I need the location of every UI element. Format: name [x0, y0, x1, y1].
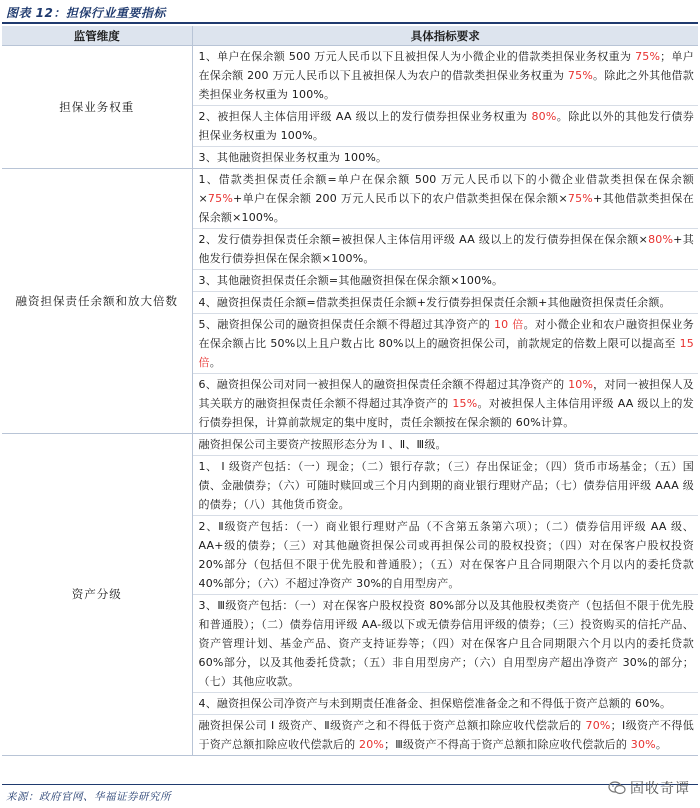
highlight-value: 75%	[567, 69, 593, 82]
requirement-text: 融资担保公司主要资产按照形态分为 Ⅰ 、Ⅱ、Ⅲ级。	[198, 438, 447, 451]
requirement-cell	[192, 434, 698, 456]
requirement-text: ；Ⅰ级资产不得低于资产总额扣除应收代偿款后的	[198, 719, 695, 751]
requirement-text: 。	[209, 356, 221, 369]
highlight-value: 20%	[359, 738, 385, 751]
highlight-value: 75%	[635, 50, 661, 63]
requirement-text: 。除此以外的其他发行债券担保业务权重为 100%。	[198, 110, 694, 142]
highlight-value: 75%	[567, 192, 593, 205]
requirement-text: ；单户在保余额 200 万元人民币以下且被担保人为农户的借款类担保业务权重为	[198, 50, 694, 82]
requirement-text: 2、被担保人主体信用评级 AA 级以上的发行债券担保业务权重为	[198, 110, 532, 123]
wechat-icon	[608, 781, 626, 795]
table-row	[2, 434, 698, 456]
highlight-value: 10 倍	[493, 318, 524, 331]
requirement-cell	[192, 715, 698, 756]
dimension-cell: 资产分级	[2, 434, 192, 756]
requirement-text: 6、融资担保公司对同一被担保人的融资担保责任余额不得超过其净资产的	[198, 378, 569, 391]
requirement-cell	[192, 374, 698, 434]
requirement-cell	[192, 229, 698, 270]
highlight-value: 80%	[648, 233, 674, 246]
requirement-text: 1、借款类担保责任余额=单户在保余额 500 万元人民币以下的小微企业借款类担保在保余额×	[198, 173, 694, 205]
source-note: 来源：政府官网、华福证券研究所	[6, 791, 171, 803]
watermark-text: 固收奇谭	[630, 781, 690, 797]
table-body	[2, 46, 698, 756]
requirement-cell	[192, 106, 698, 147]
header-dimension: 监管维度	[2, 26, 192, 46]
requirement-text: ，对同一被担保人及其关联方的融资担保责任余额不得超过其净资产的	[198, 378, 694, 410]
requirement-text: +其他发行债券担保在保余额×100%。	[198, 233, 694, 265]
dimension-cell: 融资担保责任余额和放大倍数	[2, 169, 192, 434]
requirement-text: 2、Ⅱ级资产包括：（一）商业银行理财产品（不含第五条第六项）；（二）债券信用评级 AA 级、AA+级的债券；（三）对其他融资担保公司或再担保公司的股权投资；（四）对在保客户股权投资 20%部分（包括但不限于优先股和普通股）；（五）对在保客户且合同期限六个月以内的委托贷款 40%部分；（六）不超过净资产 30%的自用型房产。	[198, 520, 694, 590]
dimension-cell: 担保业务权重	[2, 46, 192, 169]
requirement-text: 3、Ⅲ级资产包括：（一）对在保客户股权投资 80%部分以及其他股权类资产（包括但不限于优先股和普通股）；（二）债券信用评级 AA-级以下或无债券信用评级的债券；（三）投资购买的信托产品、资产管理计划、基金产品、资产支持证券等；（四）对在保客户且合同期限六个月以内的委托贷款 60%部分，以及其他委托贷款；（五）非自用型房产；（六）自用型房产超出净资产 30%的部分；（七）其他应收款。	[198, 599, 694, 688]
requirement-cell	[192, 456, 698, 516]
requirement-text: ；Ⅲ级资产不得高于资产总额扣除应收代偿款后的	[384, 738, 631, 751]
requirement-text: 5、融资担保公司的融资担保责任余额不得超过其净资产的	[198, 318, 494, 331]
requirement-cell	[192, 516, 698, 595]
requirement-text: 4、融资担保公司净资产与未到期责任准备金、担保赔偿准备金之和不得低于资产总额的 60%。	[198, 697, 672, 710]
requirement-text: 融资担保公司 Ⅰ 级资产、Ⅱ级资产之和不得低于资产总额扣除应收代偿款后的	[198, 719, 586, 732]
requirement-cell	[192, 147, 698, 169]
highlight-value: 15 倍	[198, 337, 694, 369]
requirement-cell	[192, 595, 698, 693]
table-header-row	[2, 26, 698, 46]
highlight-value: 15%	[452, 397, 478, 410]
footer-divider	[2, 784, 698, 785]
watermark	[608, 778, 690, 798]
requirement-text: 1、 Ⅰ 级资产包括：（一）现金；（二）银行存款；（三）存出保证金；（四）货币市场基金；（五）国债、金融债券；（六）可随时赎回或三个月内到期的商业银行理财产品；（七）债券信用评级 AAA 级的债券；（八）其他货币资金。	[198, 460, 694, 511]
title-divider	[2, 22, 698, 24]
requirement-text: 3、其他融资担保业务权重为 100%。	[198, 151, 388, 164]
requirement-cell	[192, 46, 698, 106]
table-row	[2, 46, 698, 106]
highlight-value: 10%	[568, 378, 594, 391]
requirement-cell	[192, 169, 698, 229]
requirement-cell	[192, 693, 698, 715]
highlight-value: 30%	[630, 738, 656, 751]
requirement-cell	[192, 314, 698, 374]
highlight-value: 70%	[585, 719, 611, 732]
requirement-cell	[192, 292, 698, 314]
highlight-value: 75%	[207, 192, 233, 205]
requirement-text: 3、其他融资担保责任余额=其他融资担保在保余额×100%。	[198, 274, 504, 287]
header-requirements: 具体指标要求	[192, 26, 698, 46]
requirement-text: +其他借款类担保在保余额×100%。	[198, 192, 694, 224]
highlight-value: 80%	[531, 110, 557, 123]
indicator-table	[2, 26, 698, 756]
requirement-text: 。	[655, 738, 668, 751]
requirement-text: 4、融资担保责任余额=借款类担保责任余额+发行债券担保责任余额+其他融资担保责任余额。	[198, 296, 671, 309]
requirement-text: +单户在保余额 200 万元人民币以下的农户借款类担保在保余额×	[232, 192, 568, 205]
requirement-text: 。对被担保人主体信用评级 AA 级以上的发行债券担保，计算前款规定的集中度时，责任余额按在保余额的 60%计算。	[198, 397, 694, 429]
figure-title: 图表 12：担保行业重要指标	[6, 6, 166, 20]
requirement-text: 2、发行债券担保责任余额=被担保人主体信用评级 AA 级以上的发行债券担保在保余额×	[198, 233, 649, 246]
requirement-text: 1、单户在保余额 500 万元人民币以下且被担保人为小微企业的借款类担保业务权重为	[198, 50, 636, 63]
table-row	[2, 169, 698, 229]
requirement-text: 。对小微企业和农户融资担保业务在保余额占比 50%以上且户数占比 80%以上的融资担保公司，前款规定的倍数上限可以提高至	[198, 318, 694, 350]
requirement-cell	[192, 270, 698, 292]
requirement-text: 。除此之外其他借款类担保业务权重为 100%。	[198, 69, 694, 101]
